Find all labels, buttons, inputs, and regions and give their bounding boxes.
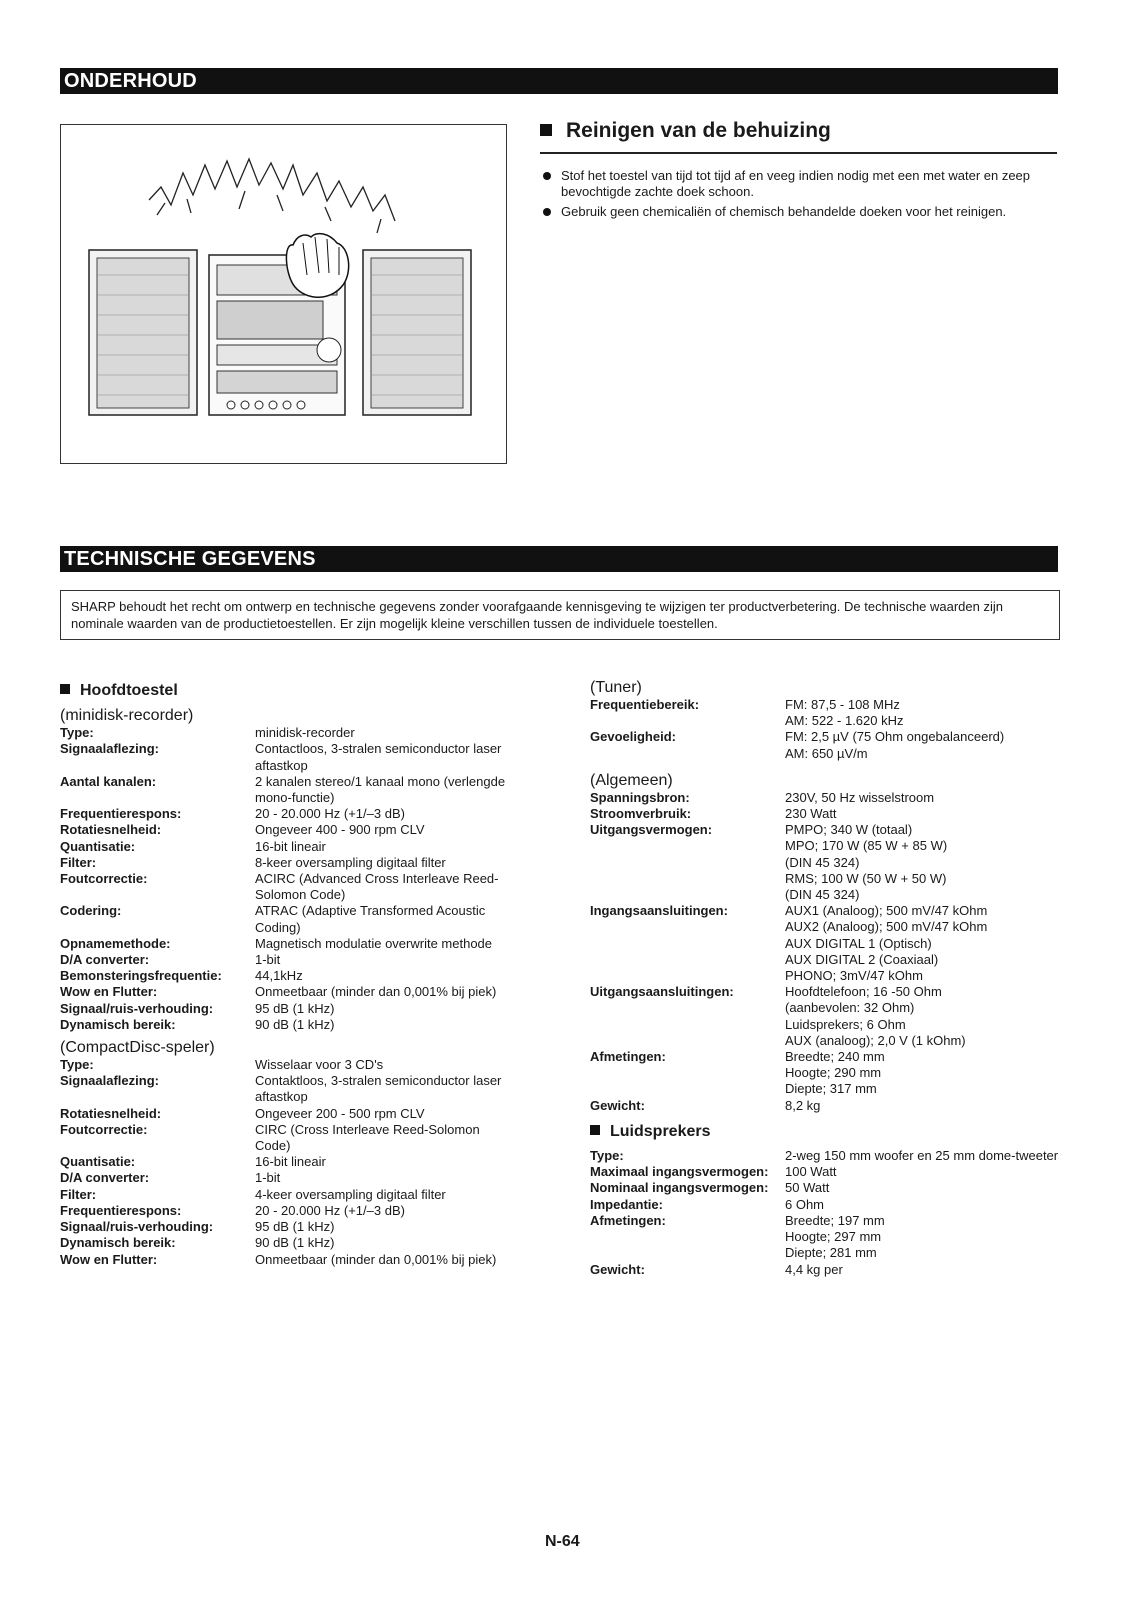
spec-column-right: [590, 677, 1060, 1278]
notice-box: SHARP behoudt het recht om ontwerp en technische gegevens zonder voorafgaande kennisgeving te wijzigen ter productverbetering. De technische waarden zijn nominale waarden van de productietoestellen. Er zijn mogelijk kleine verschillen tussen de individuele toestellen.: [60, 590, 1060, 640]
spec-label: Quantisatie:: [60, 1154, 136, 1170]
spec-value: PMPO; 340 W (totaal) MPO; 170 W (85 W + 85 W) (DIN 45 324) RMS; 100 W (50 W + 50 W) (DIN 45 324): [785, 822, 948, 903]
spec-value: Ongeveer 200 - 500 rpm CLV: [255, 1105, 425, 1121]
spec-row: [60, 855, 540, 871]
spec-label: Quantisatie:: [60, 838, 136, 854]
luidsprekers-heading: Luidsprekers: [590, 1124, 1060, 1140]
spec-row: [60, 774, 540, 806]
spec-label: Rotatiesnelheid:: [60, 822, 162, 838]
spec-label: Wow en Flutter:: [60, 1251, 158, 1267]
spec-label: Stroomverbruik:: [590, 806, 692, 822]
spec-value: 90 dB (1 kHz): [255, 1016, 335, 1032]
spec-label: Signaal/ruis-verhouding:: [60, 1000, 214, 1016]
spec-label: Dynamisch bereik:: [60, 1016, 176, 1032]
spec-row: [60, 1203, 540, 1219]
spec-label: Foutcorrectie:: [60, 871, 148, 887]
md-spec-list: [60, 725, 540, 1033]
spec-value: Breedte; 240 mm Hoogte; 290 mm Diepte; 317 mm: [785, 1049, 885, 1097]
spec-value: 44,1kHz: [255, 968, 303, 984]
tuner-subheading: (Tuner): [590, 679, 642, 696]
spec-label: Filter:: [60, 1186, 97, 1202]
spec-value: 95 dB (1 kHz): [255, 1000, 335, 1016]
spec-row: [590, 1164, 1060, 1180]
spec-value: 2 kanalen stereo/1 kanaal mono (verlengde mono-functie): [255, 773, 506, 806]
md-subheading: (minidisk-recorder): [60, 707, 194, 725]
spec-value: ATRAC (Adaptive Transformed Acoustic Coding): [255, 903, 486, 935]
spec-label: Maximaal ingangsvermogen:: [590, 1164, 769, 1180]
spec-label: Foutcorrectie:: [60, 1121, 148, 1137]
spec-label: Frequentierespons:: [60, 806, 182, 822]
spec-value: 6 Ohm: [785, 1196, 825, 1212]
heading-rule: [540, 152, 1057, 154]
spec-value: 50 Watt: [785, 1180, 830, 1196]
spec-value: CIRC (Cross Interleave Reed-Solomon Code): [255, 1121, 480, 1154]
spec-value: 1-bit: [255, 952, 281, 968]
spec-row: [60, 839, 540, 855]
spec-label: Bemonsteringsfrequentie:: [60, 968, 222, 984]
spec-row: [590, 697, 1060, 729]
spec-label: Dynamisch bereik:: [60, 1235, 176, 1251]
spec-row: [590, 729, 1060, 761]
spec-row: [590, 984, 1060, 1049]
spec-value: 4,4 kg per: [785, 1261, 843, 1277]
algemeen-spec-list: [590, 790, 1060, 1114]
spec-label: Uitgangsvermogen:: [590, 822, 713, 838]
spec-value: 2-weg 150 mm woofer en 25 mm dome-tweeter: [785, 1148, 1059, 1164]
spec-value: 100 Watt: [785, 1164, 837, 1180]
spec-label: Ingangsaansluitingen:: [590, 903, 728, 919]
section-title-technische: TECHNISCHE GEGEVENS: [60, 546, 320, 572]
spec-value: 8-keer oversampling digitaal filter: [255, 854, 446, 870]
spec-row: [60, 1252, 540, 1268]
spec-value: 16-bit lineair: [255, 1154, 326, 1170]
spec-row: [590, 1180, 1060, 1196]
spec-label: Type:: [60, 1057, 94, 1073]
cd-spec-list: [60, 1057, 540, 1268]
spec-label: Opnamemethode:: [60, 935, 171, 951]
algemeen-subheading: (Algemeen): [590, 771, 673, 789]
hoofdtoestel-heading: Hoofdtoestel: [60, 683, 540, 699]
spec-value: 20 - 20.000 Hz (+1/–3 dB): [255, 806, 405, 822]
square-bullet-icon: [540, 124, 552, 136]
spec-value: 230V, 50 Hz wisselstroom: [785, 789, 935, 805]
spec-label: Afmetingen:: [590, 1049, 666, 1065]
spec-row: [60, 936, 540, 952]
spec-value: 8,2 kg: [785, 1097, 821, 1113]
spec-row: [60, 741, 540, 773]
spec-row: [590, 1262, 1060, 1278]
spec-row: [60, 1219, 540, 1235]
spec-value: 230 Watt: [785, 806, 837, 822]
spec-row: [60, 984, 540, 1000]
spec-label: Aantal kanalen:: [60, 773, 157, 789]
square-bullet-icon: [60, 684, 70, 694]
spec-row: [590, 1148, 1060, 1164]
stereo-system-image: [61, 125, 505, 462]
spec-row: [590, 1098, 1060, 1114]
spec-value: 95 dB (1 kHz): [255, 1219, 335, 1235]
spec-row: [60, 1187, 540, 1203]
bullet-item: Gebruik geen chemicaliën of chemisch behandelde doeken voor het reinigen.: [543, 204, 1058, 220]
page-number: N-64: [545, 1533, 580, 1550]
spec-value: FM: 2,5 µV (75 Ohm ongebalanceerd) AM: 650 µV/m: [785, 729, 1005, 761]
spec-label: Frequentierespons:: [60, 1202, 182, 1218]
spec-value: Onmeetbaar (minder dan 0,001% bij piek): [255, 984, 497, 1000]
spec-label: Gewicht:: [590, 1261, 645, 1277]
square-bullet-icon: [590, 1125, 600, 1135]
spec-row: [60, 806, 540, 822]
spec-row: [60, 1001, 540, 1017]
spec-row: [60, 871, 540, 903]
spec-label: Signaalaflezing:: [60, 741, 159, 757]
spec-label: Filter:: [60, 854, 97, 870]
spec-label: Wow en Flutter:: [60, 984, 158, 1000]
spec-label: Type:: [590, 1148, 624, 1164]
spec-label: Impedantie:: [590, 1196, 663, 1212]
spec-label: Type:: [60, 725, 94, 741]
spec-value: Ongeveer 400 - 900 rpm CLV: [255, 822, 425, 838]
spec-row: [590, 790, 1060, 806]
spec-value: ACIRC (Advanced Cross Interleave Reed-Solomon Code): [255, 871, 499, 903]
spec-row: [60, 1073, 540, 1105]
cd-subheading: (CompactDisc-speler): [60, 1039, 215, 1057]
spec-value: Hoofdtelefoon; 16 -50 Ohm (aanbevolen: 32 Ohm) Luidsprekers; 6 Ohm AUX (analoog); 2,0 V (1 kOhm): [785, 984, 966, 1048]
spec-value: minidisk-recorder: [255, 725, 355, 741]
spec-value: 20 - 20.000 Hz (+1/–3 dB): [255, 1202, 405, 1218]
spec-label: Afmetingen:: [590, 1212, 666, 1228]
spec-value: FM: 87,5 - 108 MHz AM: 522 - 1.620 kHz: [785, 697, 904, 729]
bullet-item: Stof het toestel van tijd tot tijd af en veeg indien nodig met een met water en zeep bevochtigde zachte doek schoon.: [543, 168, 1058, 200]
spec-row: [60, 903, 540, 935]
spec-row: [60, 725, 540, 741]
spec-value: 4-keer oversampling digitaal filter: [255, 1186, 446, 1202]
spec-label: Signaalaflezing:: [60, 1073, 159, 1089]
spec-row: [60, 1170, 540, 1186]
spec-row: [60, 1017, 540, 1033]
spec-value: Contactloos, 3-stralen semiconductor laser aftastkop: [255, 741, 502, 773]
spec-value: Onmeetbaar (minder dan 0,001% bij piek): [255, 1251, 497, 1267]
cleaning-heading: Reinigen van de behuizing: [540, 119, 831, 143]
section-title-onderhoud: ONDERHOUD: [60, 68, 201, 94]
tuner-spec-list: [590, 697, 1060, 762]
spec-row: [590, 1049, 1060, 1098]
spec-row: [60, 1122, 540, 1154]
cleaning-bullets: [543, 168, 1058, 224]
spec-value: 90 dB (1 kHz): [255, 1235, 335, 1251]
spec-row: [60, 1154, 540, 1170]
spec-value: 16-bit lineair: [255, 838, 326, 854]
spec-row: [60, 1235, 540, 1251]
spec-column-left: [60, 683, 540, 1268]
spec-row: [60, 968, 540, 984]
spec-label: Codering:: [60, 903, 122, 919]
spec-row: [590, 1197, 1060, 1213]
spec-row: [590, 903, 1060, 984]
spec-label: Nominaal ingangsvermogen:: [590, 1180, 769, 1196]
spec-label: D/A converter:: [60, 1170, 150, 1186]
spec-label: Rotatiesnelheid:: [60, 1105, 162, 1121]
spec-label: D/A converter:: [60, 952, 150, 968]
spec-value: Magnetisch modulatie overwrite methode: [255, 935, 493, 951]
section-band-onderhoud: [60, 68, 1058, 94]
spec-label: Frequentiebereik:: [590, 697, 700, 712]
spec-label: Gevoeligheid:: [590, 729, 676, 745]
spec-value: AUX1 (Analoog); 500 mV/47 kOhm AUX2 (Analoog); 500 mV/47 kOhm AUX DIGITAL 1 (Optisch) AUX DIGITAL 2 (Coaxiaal) PHONO; 3mV/47 kOhm: [785, 903, 988, 984]
spec-label: Signaal/ruis-verhouding:: [60, 1219, 214, 1235]
spec-value: Contaktloos, 3-stralen semiconductor laser aftastkop: [255, 1073, 502, 1105]
spec-label: Uitgangsaansluitingen:: [590, 984, 734, 1000]
cleaning-illustration: [60, 124, 507, 464]
spec-value: Wisselaar voor 3 CD's: [255, 1057, 384, 1073]
spec-label: Gewicht:: [590, 1097, 645, 1113]
spec-value: 1-bit: [255, 1170, 281, 1186]
spec-row: [60, 952, 540, 968]
spec-label: Spanningsbron:: [590, 789, 690, 805]
spec-row: [60, 1106, 540, 1122]
spec-row: [590, 806, 1060, 822]
spec-row: [590, 1213, 1060, 1262]
spec-value: Breedte; 197 mm Hoogte; 297 mm Diepte; 281 mm: [785, 1212, 885, 1261]
spec-row: [60, 822, 540, 838]
spec-row: [60, 1057, 540, 1073]
luidsprekers-spec-list: [590, 1148, 1060, 1278]
spec-row: [590, 822, 1060, 903]
